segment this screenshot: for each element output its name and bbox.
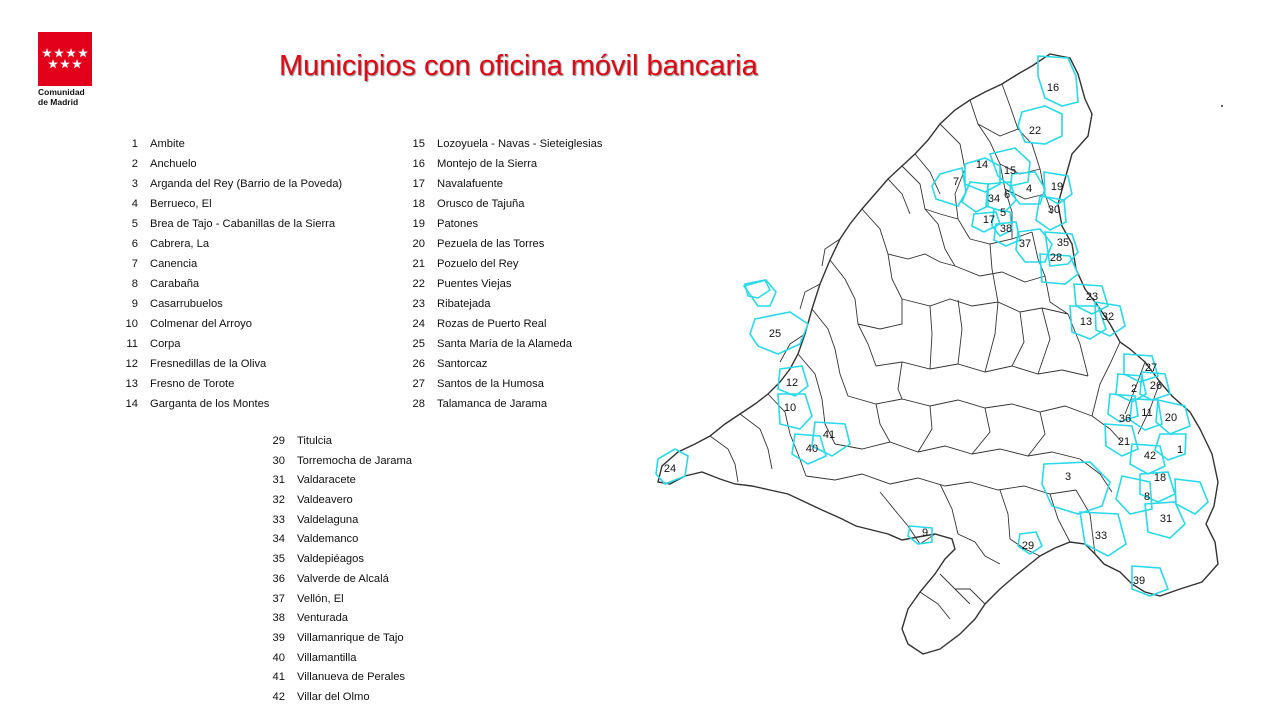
map-label-17: 17	[982, 214, 996, 226]
list-item-name: Valdaracete	[297, 474, 356, 487]
list-item-name: Montejo de la Sierra	[437, 158, 538, 170]
list-item	[117, 134, 342, 154]
map-label-5: 5	[999, 207, 1007, 219]
list-item-number: 41	[272, 671, 285, 684]
list-item-name: Ribatejada	[437, 298, 491, 310]
madrid-municipalities-map	[640, 44, 1240, 664]
logo-line-1: Comunidad	[38, 87, 85, 97]
map-label-38: 38	[999, 223, 1013, 235]
list-item-number: 34	[272, 533, 285, 546]
map-label-25: 25	[768, 328, 782, 340]
list-item	[404, 254, 602, 274]
comunidad-de-madrid-logo	[38, 32, 94, 107]
list-item-number: 22	[412, 278, 425, 290]
map-label-29: 29	[1021, 540, 1035, 552]
list-item	[264, 688, 412, 708]
list-item	[404, 374, 602, 394]
list-item-name: Venturada	[297, 612, 349, 625]
list-item	[404, 334, 602, 354]
list-item-number: 15	[412, 138, 425, 150]
list-item	[404, 194, 602, 214]
list-item-name: Lozoyuela - Navas - Sieteiglesias	[437, 138, 603, 150]
list-item-name: Rozas de Puerto Real	[437, 318, 547, 330]
list-item	[117, 394, 342, 414]
map-label-28: 28	[1049, 252, 1063, 264]
list-item-name: Brea de Tajo - Cabanillas de la Sierra	[150, 218, 336, 230]
list-item-name: Orusco de Tajuña	[437, 198, 525, 210]
list-item-number: 5	[131, 218, 138, 230]
logo-text	[38, 88, 94, 107]
list-item	[117, 234, 342, 254]
list-item-name: Talamanca de Jarama	[437, 398, 548, 410]
map-label-1: 1	[1176, 444, 1184, 456]
list-item	[117, 314, 342, 334]
map-label-40: 40	[805, 443, 819, 455]
map-label-26: 26	[1149, 380, 1163, 392]
list-item	[117, 294, 342, 314]
list-item-number: 35	[272, 553, 285, 566]
list-item-number: 38	[272, 612, 285, 625]
list-item-number: 13	[125, 378, 138, 390]
list-item-name: Canencia	[150, 258, 198, 270]
list-item	[117, 354, 342, 374]
list-item-name: Anchuelo	[150, 158, 197, 170]
list-item-name: Garganta de los Montes	[150, 398, 270, 410]
list-item	[264, 432, 412, 452]
list-item	[264, 629, 412, 649]
list-item-number: 39	[272, 631, 285, 644]
map-label-30: 30	[1047, 204, 1061, 216]
list-item-name: Torremocha de Jarama	[297, 454, 413, 467]
list-item-name: Berrueco, El	[150, 198, 212, 210]
map-label-35: 35	[1056, 237, 1070, 249]
list-item-number: 1	[131, 138, 138, 150]
list-item	[404, 274, 602, 294]
list-item-number: 10	[125, 318, 138, 330]
list-item-number: 32	[272, 494, 285, 507]
list-item-name: Santos de la Humosa	[437, 378, 544, 390]
list-item-name: Navalafuente	[437, 178, 503, 190]
municipality-list-column-3	[264, 432, 412, 708]
list-item-number: 12	[125, 358, 138, 370]
list-item-name: Valdepiéagos	[297, 553, 364, 566]
map-label-34: 34	[987, 193, 1001, 205]
list-item-number: 42	[272, 690, 285, 703]
list-item-name: Valdeavero	[297, 494, 353, 507]
list-item	[117, 274, 342, 294]
list-item-number: 27	[412, 378, 425, 390]
map-label-15: 15	[1003, 165, 1017, 177]
list-item-number: 6	[131, 238, 138, 250]
map-label-33: 33	[1094, 530, 1108, 542]
list-item-number: 28	[412, 398, 425, 410]
list-item-number: 26	[412, 358, 425, 370]
map-label-18: 18	[1153, 472, 1167, 484]
list-item	[117, 214, 342, 234]
map-label-14: 14	[975, 159, 989, 171]
list-item	[264, 471, 412, 491]
list-item-number: 8	[131, 278, 138, 290]
list-item	[117, 254, 342, 274]
map-label-10: 10	[783, 402, 797, 414]
list-item	[404, 214, 602, 234]
list-item-name: Villamanrique de Tajo	[297, 631, 404, 644]
list-item-number: 23	[412, 298, 425, 310]
list-item	[117, 174, 342, 194]
list-item	[264, 668, 412, 688]
list-item-number: 21	[412, 258, 425, 270]
list-item-number: 19	[412, 218, 425, 230]
list-item	[264, 609, 412, 629]
list-item-name: Cabrera, La	[150, 238, 210, 250]
list-item	[264, 511, 412, 531]
list-item-name: Casarrubuelos	[150, 298, 223, 310]
list-item-name: Fresnedillas de la Oliva	[150, 358, 267, 370]
map-highlighted-municipalities	[656, 56, 1208, 596]
list-item	[264, 550, 412, 570]
list-item	[264, 590, 412, 610]
list-item-number: 11	[126, 338, 138, 350]
list-item-name: Titulcia	[297, 435, 333, 447]
list-item	[404, 394, 602, 414]
map-label-41: 41	[822, 429, 836, 441]
list-item	[117, 334, 342, 354]
list-item-number: 9	[131, 298, 138, 310]
list-item	[264, 649, 412, 669]
list-item-name: Valverde de Alcalá	[297, 572, 389, 585]
map-label-36: 36	[1118, 413, 1132, 425]
list-item-number: 17	[412, 178, 425, 190]
madrid-flag-stars-icon	[38, 32, 92, 86]
list-item	[264, 452, 412, 472]
map-label-4: 4	[1025, 183, 1033, 195]
map-label-8: 8	[1143, 491, 1151, 503]
list-item	[404, 154, 602, 174]
list-item-number: 20	[412, 238, 425, 250]
list-item-name: Corpa	[150, 338, 181, 350]
map-label-27: 27	[1144, 362, 1158, 374]
list-item-name: Valdemanco	[297, 533, 359, 546]
list-item-name: Valdelaguna	[297, 513, 359, 526]
map-label-12: 12	[785, 377, 799, 389]
map-label-21: 21	[1117, 436, 1131, 448]
logo-line-2: de Madrid	[38, 96, 79, 107]
list-item-name: Villar del Olmo	[297, 690, 370, 703]
map-label-19: 19	[1050, 181, 1064, 193]
map-label-24: 24	[663, 463, 677, 475]
list-item-name: Carabaña	[150, 278, 200, 290]
map-label-23: 23	[1085, 291, 1099, 303]
map-label-11: 11	[1141, 407, 1153, 419]
list-item-name: Pozuelo del Rey	[437, 258, 519, 270]
list-item-number: 40	[272, 651, 285, 664]
list-item-name: Puentes Viejas	[437, 278, 512, 290]
list-item-number: 33	[272, 513, 285, 526]
municipality-list-column-1	[117, 134, 342, 414]
stray-dot	[1221, 105, 1223, 107]
list-item	[404, 354, 602, 374]
map-label-7: 7	[952, 176, 960, 188]
map-label-42: 42	[1143, 450, 1157, 462]
list-item-name: Santa María de la Alameda	[437, 338, 572, 350]
list-item-number: 31	[272, 474, 285, 487]
list-item	[264, 570, 412, 590]
map-label-20: 20	[1164, 412, 1178, 424]
list-item	[404, 314, 602, 334]
list-item	[264, 530, 412, 550]
list-item	[117, 154, 342, 174]
map-label-37: 37	[1018, 238, 1032, 250]
list-item-number: 29	[272, 435, 285, 447]
list-item-name: Villamantilla	[297, 651, 357, 664]
list-item	[117, 194, 342, 214]
map-label-31: 31	[1159, 513, 1173, 525]
list-item-number: 4	[131, 198, 138, 210]
list-item-number: 18	[412, 198, 425, 210]
list-item	[117, 374, 342, 394]
map-label-22: 22	[1028, 125, 1042, 137]
map-label-13: 13	[1079, 316, 1093, 328]
map-label-3: 3	[1064, 471, 1072, 483]
list-item	[404, 294, 602, 314]
list-item-name: Arganda del Rey (Barrio de la Poveda)	[150, 178, 343, 190]
list-item-number: 37	[272, 592, 285, 605]
list-item	[264, 491, 412, 511]
list-item-name: Patones	[437, 218, 479, 230]
list-item-name: Santorcaz	[437, 358, 488, 370]
list-item-name: Villanueva de Perales	[297, 671, 406, 684]
list-item-number: 25	[412, 338, 425, 350]
list-item-number: 36	[272, 572, 285, 585]
list-item-number: 14	[125, 398, 138, 410]
map-label-2: 2	[1130, 383, 1138, 395]
map-label-6: 6	[1003, 189, 1011, 201]
list-item-name: Ambite	[150, 138, 185, 150]
page-title: Municipios con oficina móvil bancaria	[279, 50, 758, 82]
list-item-number: 16	[412, 158, 425, 170]
list-item-number: 30	[272, 454, 285, 467]
map-label-32: 32	[1101, 311, 1115, 323]
list-item	[404, 174, 602, 194]
list-item-number: 2	[131, 158, 138, 170]
municipality-list-column-2	[404, 134, 602, 414]
list-item-number: 24	[412, 318, 425, 330]
list-item	[404, 234, 602, 254]
list-item-name: Vellón, El	[297, 592, 344, 605]
map-label-9: 9	[921, 527, 929, 539]
map-label-16: 16	[1046, 82, 1060, 94]
list-item	[404, 134, 602, 154]
list-item-name: Colmenar del Arroyo	[150, 318, 252, 330]
list-item-name: Fresno de Torote	[150, 378, 235, 390]
list-item-name: Pezuela de las Torres	[437, 238, 545, 250]
list-item-number: 7	[131, 258, 138, 270]
list-item-number: 3	[131, 178, 138, 190]
map-label-39: 39	[1132, 575, 1146, 587]
